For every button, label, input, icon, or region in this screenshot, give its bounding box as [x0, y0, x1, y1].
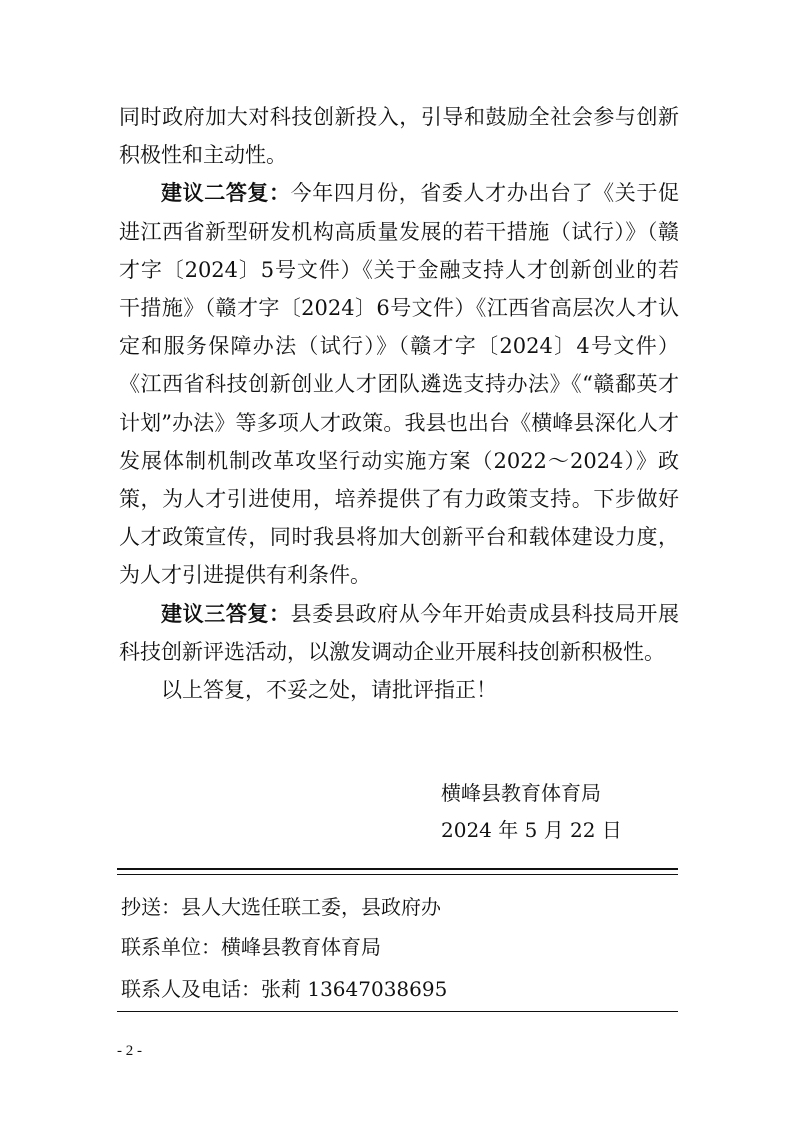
signature-date: 2024 年 5 月 22 日 [441, 818, 622, 842]
reply-two-heading: 建议二答复： [161, 180, 291, 206]
closing-paragraph: 以上答复，不妥之处，请批评指正！ [161, 678, 497, 703]
reply-two-paragraph [119, 174, 679, 594]
footer-divider-bottom [117, 1011, 678, 1012]
page-number: - 2 - [117, 1043, 142, 1059]
reply-three-paragraph [119, 595, 679, 671]
paragraph-continuation: 同时政府加大对科技创新投入，引导和鼓励全社会参与创新积极性和主动性。 [119, 105, 679, 168]
footer-divider-thin [117, 874, 678, 875]
reply-two-text: 今年四月份，省委人才办出台了《关于促进江西省新型研发机构高质量发展的若干措施（试行）》（赣才字〔2024〕5号文件）《关于金融支持人才创新创业的若干措施》（赣才字〔2024〕6号文件）《江西省高层次人才认定和服务保障办法（试行）》（赣才字〔2024〕4号文件）《江西省科技创新创业人才团队遴选支持办法》《“赣鄱英才计划”办法》等多项人才政策。我县也出台《横峰县深化人才发展体制机制改革攻坚行动实施方案（2022～2024）》政策，为人才引进使用，培养提供了有力政策支持。下步做好人才政策宣传，同时我县将加大创新平台和载体建设力度，为人才引进提供有利条件。 [119, 181, 680, 588]
reply-three-text: 县委县政府从今年开始责成县科技局开展科技创新评选活动，以激发调动企业开展科技创新积极性。 [119, 601, 680, 664]
reply-three-heading: 建议三答复： [161, 600, 291, 626]
contact-unit-line: 联系单位：横峰县教育体育局 [121, 935, 381, 959]
reply-body [119, 98, 679, 709]
cc-line: 抄送：县人大选任联工委，县政府办 [121, 895, 441, 919]
signature-organization: 横峰县教育体育局 [441, 781, 601, 805]
footer-divider-thick [117, 868, 678, 870]
contact-person-line: 联系人及电话：张莉 13647038695 [121, 977, 448, 1001]
